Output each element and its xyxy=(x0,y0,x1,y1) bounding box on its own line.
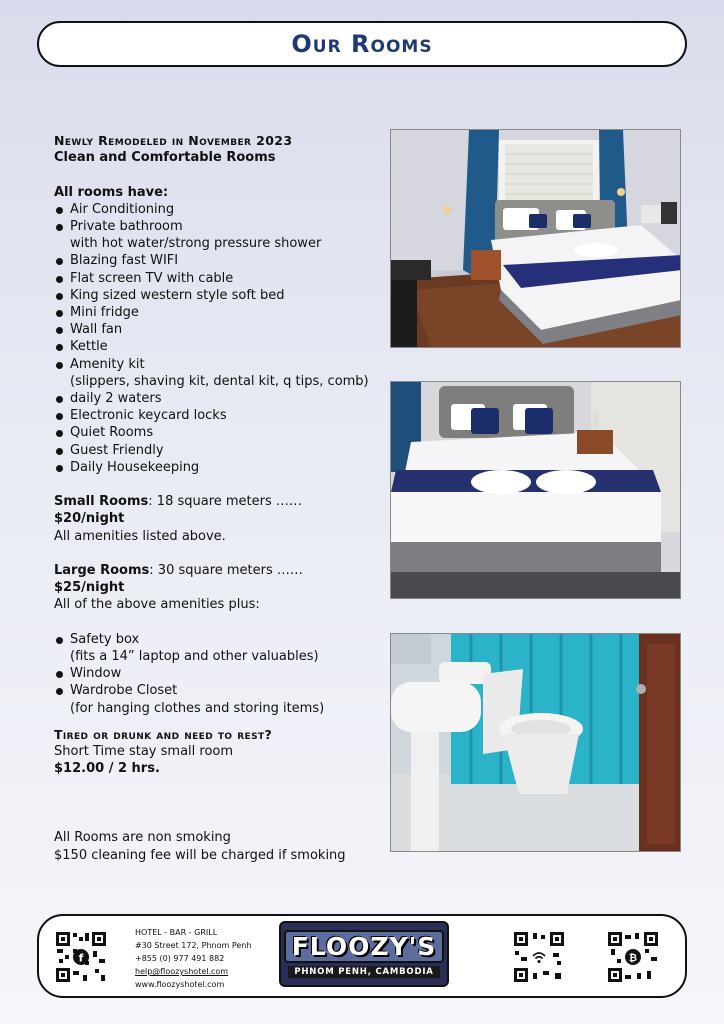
list-item: Blazing fast WIFI xyxy=(54,252,374,269)
room-photo-bedroom xyxy=(390,129,681,348)
list-item: Mini fridge xyxy=(54,304,374,321)
remodel-subheading: Clean and Comfortable Rooms xyxy=(54,150,276,166)
list-item: daily 2 waters xyxy=(54,390,374,407)
wardrobe-note: (for hanging clothes and storing items) xyxy=(70,700,325,716)
list-item: Air Conditioning xyxy=(54,201,374,218)
kit-note: (slippers, shaving kit, dental kit, q tips, comb) xyxy=(70,373,369,389)
short-time-heading: Tired or drunk and need to rest? xyxy=(54,726,273,742)
amenities-list xyxy=(54,201,374,476)
page-title: Our Rooms xyxy=(291,30,433,58)
list-item: Kettle xyxy=(54,338,374,355)
list-item: Private bathroom xyxy=(54,218,374,235)
list-item: Safety box xyxy=(54,631,374,648)
room-photo-bathroom xyxy=(390,633,681,852)
svg-text:f: f xyxy=(78,951,84,965)
list-item: Window xyxy=(54,665,374,682)
remodel-heading: Newly Remodeled in November 2023 xyxy=(54,133,293,148)
list-item: Wall fan xyxy=(54,321,374,338)
list-item: Flat screen TV with cable xyxy=(54,270,374,287)
policy-line-2: $150 cleaning fee will be charged if smoking xyxy=(54,847,346,863)
list-item: Wardrobe Closet xyxy=(54,682,374,699)
title-bar xyxy=(37,21,687,67)
list-item: Daily Housekeeping xyxy=(54,459,374,476)
bathroom-note: with hot water/strong pressure shower xyxy=(70,236,322,252)
footer-website-link[interactable]: www.floozyshotel.com xyxy=(135,980,225,989)
list-item: King sized western style soft bed xyxy=(54,287,374,304)
footer-phone: +855 (0) 977 491 882 xyxy=(135,954,225,963)
short-time-text: Short Time stay small room xyxy=(54,744,234,760)
short-time-price: $12.00 / 2 hrs. xyxy=(54,761,160,777)
room-details xyxy=(54,132,374,864)
large-rooms-line: Large Rooms: 30 square meters …… $25/night xyxy=(54,563,303,596)
list-item: Guest Friendly xyxy=(54,442,374,459)
facebook-qr-icon xyxy=(55,931,107,983)
small-rooms-price: $20/night xyxy=(54,511,125,527)
footer-contact xyxy=(135,926,251,991)
wifi-qr-icon xyxy=(513,931,565,983)
bitcoin-qr-icon xyxy=(607,931,659,983)
footer-tagline: HOTEL - BAR - GRILL xyxy=(135,928,218,937)
list-item: Amenity kit xyxy=(54,356,374,373)
logo-wordmark: FLOOZY'S xyxy=(284,930,445,963)
logo-location: PHNOM PENH, CAMBODIA xyxy=(288,966,439,978)
large-extras-list xyxy=(54,631,374,717)
policy-line-1: All Rooms are non smoking xyxy=(54,830,231,846)
footer-email-link[interactable]: help@floozyshotel.com xyxy=(135,967,229,976)
room-photo-bed xyxy=(390,381,681,599)
floozys-logo xyxy=(279,921,449,987)
amenities-heading: All rooms have: xyxy=(54,184,169,200)
footer xyxy=(37,914,687,998)
large-rooms-note: All of the above amenities plus: xyxy=(54,597,260,613)
small-rooms-note: All amenities listed above. xyxy=(54,528,226,544)
list-item: Quiet Rooms xyxy=(54,424,374,441)
small-rooms-line: Small Rooms: 18 square meters …… $20/night xyxy=(54,494,302,527)
footer-address: #30 Street 172, Phnom Penh xyxy=(135,941,252,950)
list-item: Electronic keycard locks xyxy=(54,407,374,424)
safety-note: (fits a 14” laptop and other valuables) xyxy=(70,649,319,665)
svg-text:₿: ₿ xyxy=(628,953,638,964)
large-rooms-price: $25/night xyxy=(54,580,125,596)
